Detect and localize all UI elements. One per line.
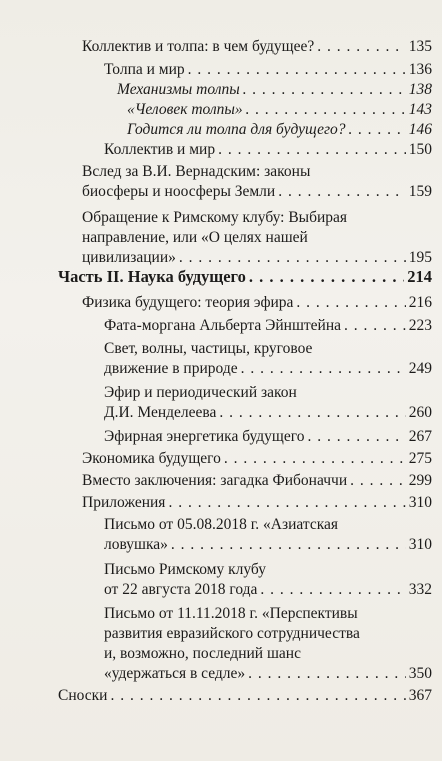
toc-page-number: 299 [408, 472, 432, 489]
leader-dots [218, 140, 406, 160]
toc-page-number: 275 [408, 450, 432, 467]
leader-dots [350, 471, 406, 491]
leader-dots [168, 493, 405, 513]
toc-entry [82, 471, 432, 491]
leader-dots [246, 100, 406, 120]
leader-dots [307, 427, 405, 447]
toc-entry-title: Письмо от 11.11.2018 г. «Перспективы [104, 605, 358, 622]
leader-dots [188, 60, 406, 80]
toc-entry [104, 427, 432, 447]
toc-page-number: 350 [408, 665, 432, 682]
leader-dots [278, 182, 406, 202]
leader-dots [344, 316, 406, 336]
toc-entry-title: Фата-моргана Альберта Эйнштейна [104, 317, 342, 334]
toc-entry-title: Письмо Римскому клубу [104, 561, 266, 578]
toc-page-number: 138 [408, 81, 432, 98]
toc-page-number: 216 [408, 294, 432, 311]
toc-page-number: 143 [408, 101, 432, 118]
toc-page-number: 146 [408, 121, 432, 138]
toc-page-number: 249 [408, 360, 432, 377]
toc-entry [82, 208, 432, 268]
toc-entry-title: Коллектив и толпа: в чем будущее? [82, 38, 315, 55]
toc-entry-title: Вслед за В.И. Вернадским: законы [82, 163, 311, 180]
toc-entry [82, 293, 432, 313]
toc-entry [127, 100, 432, 120]
toc-page-number: 223 [408, 317, 432, 334]
toc-entry-title: Физика будущего: теория эфира [82, 294, 294, 311]
toc-page-number: 260 [408, 404, 432, 421]
toc-page-number: 214 [407, 267, 432, 286]
leader-dots [219, 403, 405, 423]
toc-entry [117, 80, 432, 100]
leader-dots [171, 535, 406, 555]
toc-page-number: 135 [408, 38, 432, 55]
toc-entry-title: и, возможно, последний шанс [104, 645, 301, 662]
leader-dots [260, 580, 405, 600]
toc-entry [82, 37, 432, 57]
toc-entry-title: Приложения [82, 494, 166, 511]
toc-entry-title: Годится ли толпа для будущего? [127, 121, 346, 138]
toc-entry-title: Механизмы толпы [117, 81, 240, 98]
toc-page-number: 332 [408, 581, 432, 598]
toc-entry-title: направление, или «О целях нашей [82, 229, 308, 246]
toc-entry [104, 383, 432, 423]
toc-page-number: 195 [408, 249, 432, 266]
toc-entry [104, 140, 432, 160]
toc-entry [104, 515, 432, 555]
toc-entry [82, 162, 432, 202]
toc-entry-title: биосферы и ноосферы Земли [82, 183, 276, 200]
leader-dots [241, 359, 406, 379]
toc-entry-title: Коллектив и мир [104, 141, 216, 158]
toc-entry [104, 339, 432, 379]
leader-dots [224, 449, 406, 469]
toc-entry [127, 120, 432, 140]
toc-page-number: 150 [408, 141, 432, 158]
leader-dots [317, 37, 405, 57]
toc-entry [104, 604, 432, 684]
toc-entry-title: «удержаться в седле» [104, 665, 246, 682]
toc-entry-title: развития евразийского сотрудничества [104, 625, 360, 642]
toc-entry [82, 449, 432, 469]
toc-entry-title: Эфир и периодический закон [104, 384, 297, 401]
leader-dots [249, 267, 404, 287]
toc-entry-title: Свет, волны, частицы, круговое [104, 340, 313, 357]
toc-entry-title: от 22 августа 2018 года [104, 581, 258, 598]
toc-entry-title: Сноски [58, 687, 108, 704]
leader-dots [349, 120, 406, 140]
toc-entry [104, 560, 432, 600]
toc-entry-title: ловушка» [104, 536, 168, 553]
toc-entry [58, 686, 432, 706]
toc-entry-title: цивилизации» [82, 249, 176, 266]
toc-entry-title: «Человек толпы» [127, 101, 243, 118]
leader-dots [110, 686, 405, 706]
toc-entry [104, 316, 432, 336]
toc-page-number: 310 [408, 536, 432, 553]
toc-entry [58, 267, 432, 287]
leader-dots [179, 248, 406, 268]
toc-entry-title: Экономика будущего [82, 450, 221, 467]
toc-entry-title: Письмо от 05.08.2018 г. «Азиатская [104, 516, 339, 533]
leader-dots [248, 664, 406, 684]
toc-entry-title: движение в природе [104, 360, 238, 377]
toc-entry [82, 493, 432, 513]
toc-page-number: 267 [408, 428, 432, 445]
toc-page-number: 310 [408, 494, 432, 511]
toc-entry [104, 60, 432, 80]
toc-page-number: 159 [408, 183, 432, 200]
toc-entry-title: Вместо заключения: загадка Фибоначчи [82, 472, 348, 489]
toc-entry-title: Эфирная энергетика будущего [104, 428, 305, 445]
toc-page-number: 136 [408, 61, 432, 78]
toc-page-number: 367 [408, 687, 432, 704]
toc-entry-title: Д.И. Менделеева [104, 404, 217, 421]
toc-entry-title: Толпа и мир [104, 61, 185, 78]
leader-dots [296, 293, 405, 313]
toc-entry-title: Обращение к Римскому клубу: Выбирая [82, 209, 348, 226]
leader-dots [243, 80, 406, 100]
toc-entry-title: Часть II. Наука будущего [58, 267, 246, 286]
